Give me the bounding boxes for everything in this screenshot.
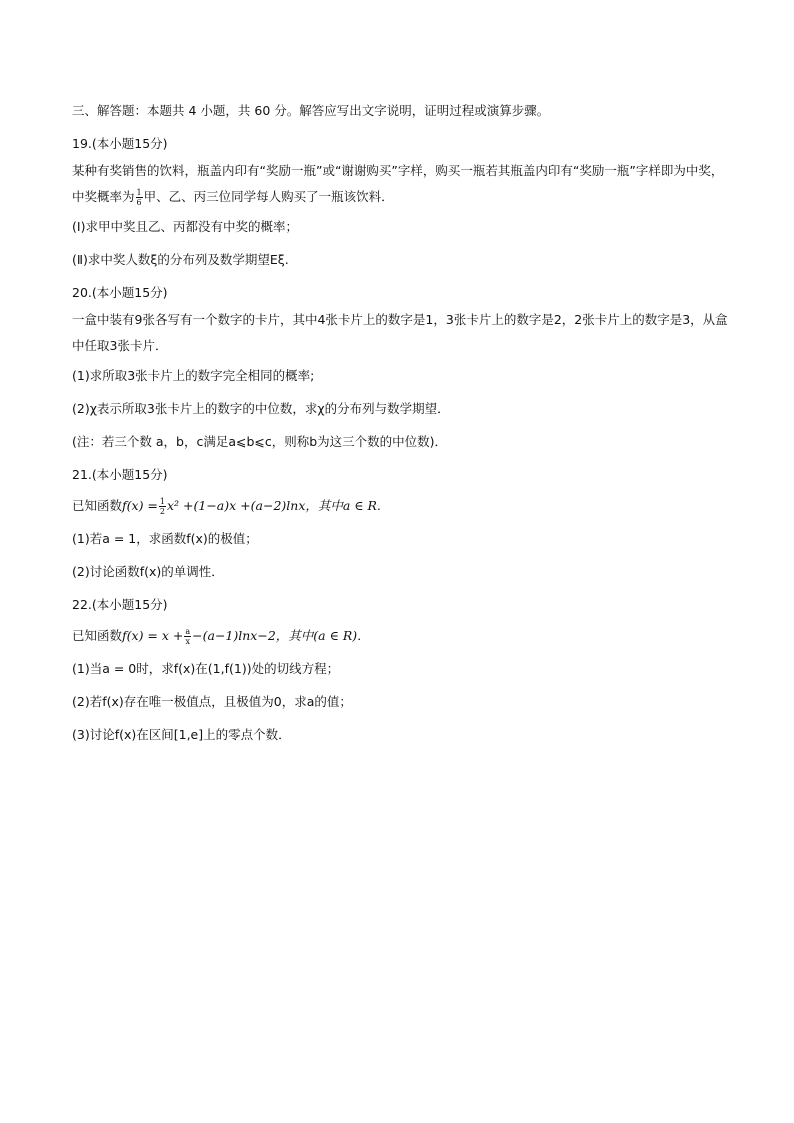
fraction-denominator: x: [185, 637, 191, 646]
a-over-x-fraction: [184, 627, 191, 646]
problem-19-heading: [72, 133, 732, 154]
section-header: 三、解答题：本题共 4 小题，共 60 分。解答应写出文字说明，证明过程或演算步骤。: [72, 103, 550, 118]
function-expression: x² +(1−a)x +(a−2)lnx，其中a ∈ R.: [167, 498, 381, 513]
stem-prefix: 已知函数: [72, 498, 123, 513]
problem-22-item-1: (1)当a = 0时，求f(x)在(1,f(1))处的切线方程；: [72, 661, 340, 676]
problem-number: 21.: [72, 467, 92, 482]
problem-number: 20.: [72, 285, 92, 300]
problem-22-heading: [72, 594, 732, 615]
fraction-denominator: 6: [136, 198, 142, 207]
function-label: f(x) =: [122, 498, 158, 513]
problem-19-item-2: (Ⅱ)求中奖人数ξ的分布列及数学期望Eξ.: [72, 252, 289, 267]
problem-number: 19.: [72, 136, 92, 151]
problem-19-item-1: (Ⅰ)求甲中奖且乙、丙都没有中奖的概率；: [72, 219, 298, 234]
problem-19-stem: [72, 158, 732, 210]
problem-21-item-2: (2)讨论函数f(x)的单调性．: [72, 564, 224, 579]
problem-22-item-3: (3)讨论f(x)在区间[1,e]上的零点个数．: [72, 727, 291, 742]
probability-fraction: [136, 188, 143, 207]
problem-20-heading: [72, 282, 732, 303]
problem-21-item-1: (1)若a = 1，求函数f(x)的极值；: [72, 531, 258, 546]
exam-page: [72, 100, 732, 757]
function-label: f(x) = x +: [122, 628, 184, 643]
problem-22-stem: [72, 625, 732, 646]
problem-21-heading: [72, 464, 732, 485]
problem-number: 22.: [72, 597, 92, 612]
problem-points: (本小题15分): [91, 136, 168, 151]
problem-20-item-2: (2)χ表示所取3张卡片上的数字的中位数，求χ的分布列与数学期望．: [72, 401, 450, 416]
problem-22-item-2: (2)若f(x)存在唯一极值点，且极值为0，求a的值；: [72, 694, 352, 709]
problem-20-item-1: (1)求所取3张卡片上的数字完全相同的概率;: [72, 368, 315, 383]
function-expression: −(a−1)lnx−2，其中(a ∈ R)．: [192, 628, 370, 643]
fraction-numerator: 1: [136, 188, 142, 197]
fraction-numerator: a: [185, 627, 191, 636]
problem-points: (本小题15分): [91, 597, 168, 612]
problem-20-stem: 一盒中装有9张各写有一个数字的卡片，其中4张卡片上的数字是1，3张卡片上的数字是2，2张卡片上的数字是3，从盒中任取3张卡片．: [72, 312, 728, 353]
fraction-denominator: 2: [159, 507, 165, 516]
problem-points: (本小题15分): [91, 285, 168, 300]
stem-text-part1: 某种有奖销售的饮料，瓶盖内印有“奖励一瓶”或“谢谢购买”字样，购买一瓶若其瓶盖内印有“奖励一瓶”字样即为中奖，中奖概率为: [72, 163, 724, 204]
half-fraction: [159, 497, 166, 516]
problem-points: (本小题15分): [91, 467, 168, 482]
stem-text-part2: 甲、乙、丙三位同学每人购买了一瓶该饮料．: [143, 189, 394, 204]
stem-prefix: 已知函数: [72, 628, 123, 643]
problem-21-stem: [72, 495, 732, 516]
fraction-numerator: 1: [159, 497, 165, 506]
problem-20-note: (注：若三个数 a，b，c满足a⩽b⩽c，则称b为这三个数的中位数)．: [72, 434, 448, 449]
